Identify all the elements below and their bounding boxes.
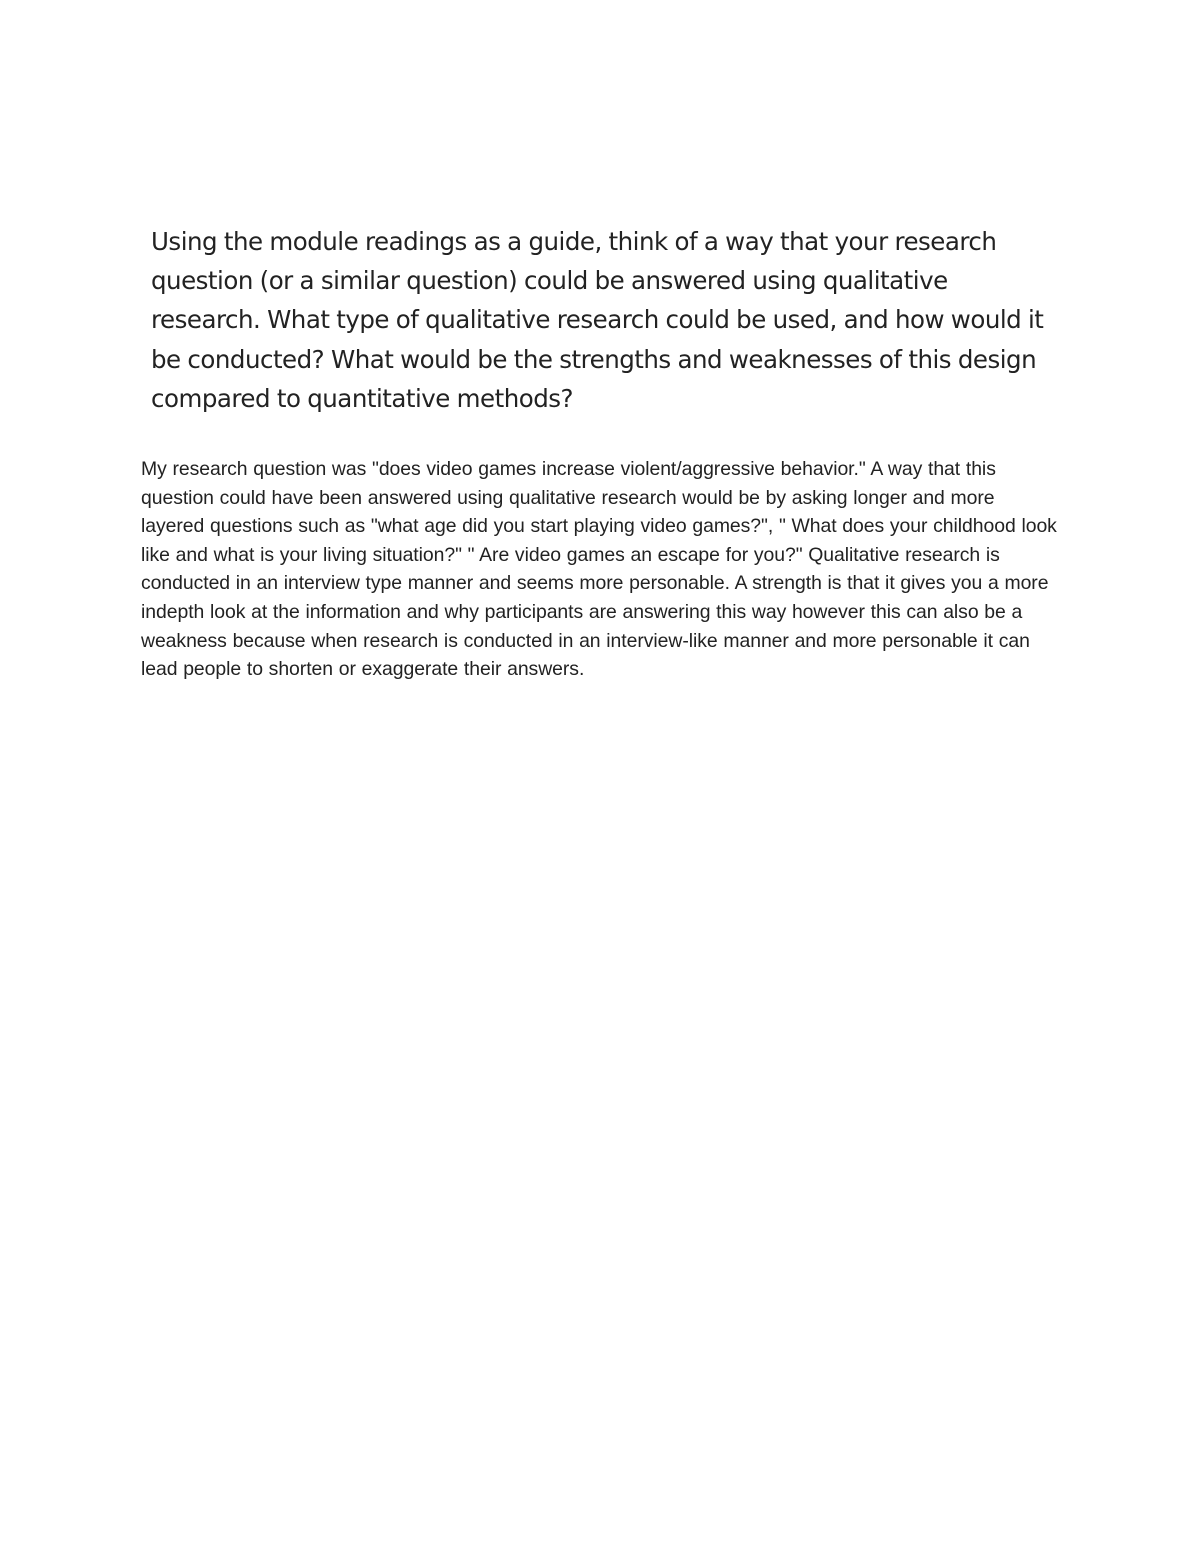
- assignment-prompt: Using the module readings as a guide, think of a way that your research question (or a similar question) could be answered using qualitative research. What type of qualitative research could be used, and how would it be conducted? What would be the strengths and weaknesses of this design compared to quantitative methods?: [151, 227, 1044, 413]
- student-response: My research question was "does video games increase violent/aggressive behavior." A way that this question could have been answered using qualitative research would be by asking longer and more layered questions such as "what age did you start playing video games?", " What does your childhood look like and what is your living situation?" " Are video games an escape for you?" Qualitative research is conducted in an interview type manner and seems more personable. A strength is that it gives you a more indepth look at the information and why participants are answering this way however this can also be a weakness because when research is conducted in an interview-like manner and more personable it can lead people to shorten or exaggerate their answers.: [141, 458, 1057, 681]
